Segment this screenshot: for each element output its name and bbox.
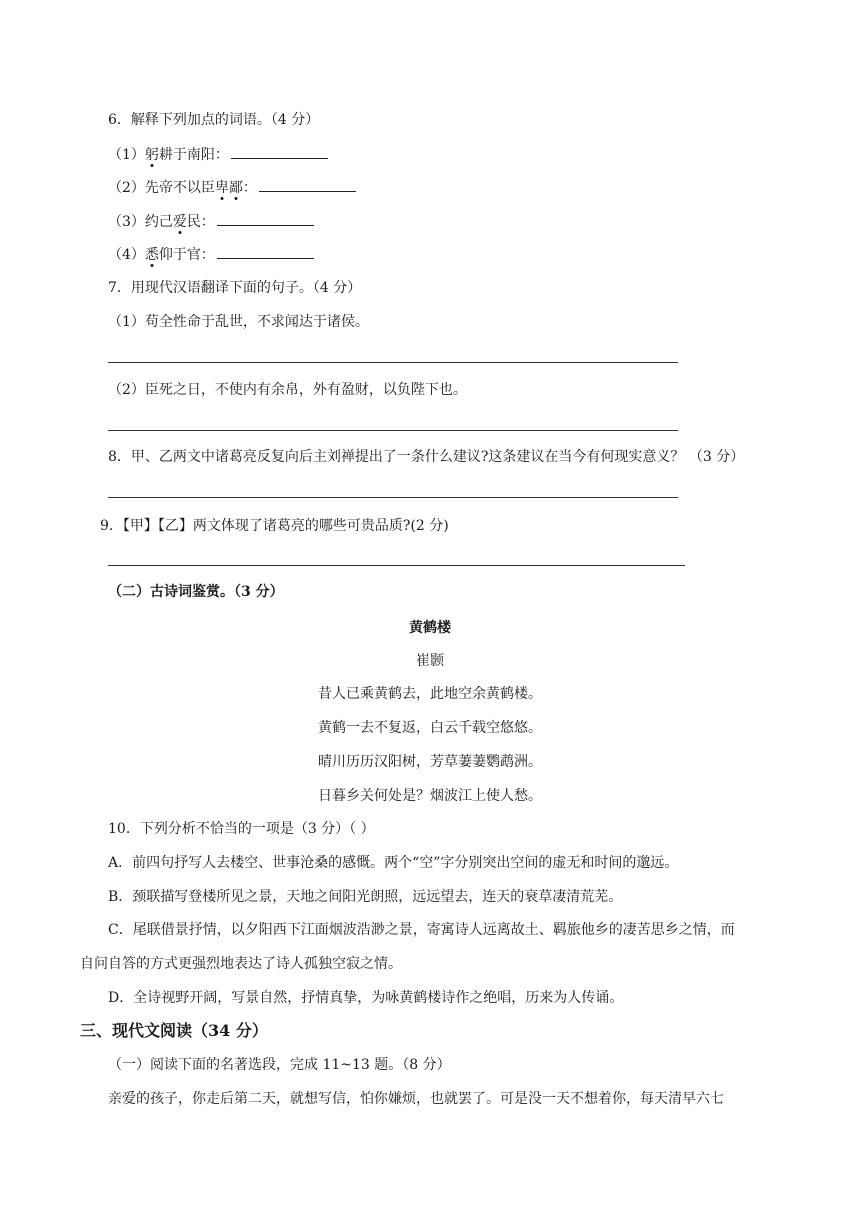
poem-line-1: 昔人已乘黄鹤去，此地空余黄鹤楼。 — [318, 686, 542, 702]
q10-option-b[interactable]: B．颈联描写登楼所见之景，天地之间阳光朗照，远远望去，连天的衰草凄清荒芜。 — [108, 889, 623, 905]
q7-sentence-2: （2）臣死之日，不使内有余帛，外有盈财，以负陛下也。 — [108, 382, 467, 398]
q6-item-4-dotted-word: 悉 — [144, 247, 159, 263]
poem-line-4: 日暮乡关何处是？烟波江上使人愁。 — [318, 788, 542, 804]
q6-item-1-pre: （1） — [108, 147, 145, 163]
q6-item-4 — [108, 244, 314, 265]
q6-item-2-dotted-word-1: 卑 — [214, 180, 229, 196]
q7-prompt: 7．用现代汉语翻译下面的句子。（4 分） — [108, 280, 362, 296]
q6-prompt: 6．解释下列加点的词语。（4 分） — [108, 112, 320, 128]
q6-item-2 — [108, 177, 356, 198]
q10-option-a[interactable]: A．前四句抒写人去楼空、世事沧桑的感慨。两个“空”字分别突出空间的虚无和时间的邈远。 — [108, 855, 679, 871]
q6-item-2-answer-blank[interactable] — [259, 177, 356, 192]
section-3-subheading: （一）阅读下面的名著选段，完成 11~13 题。（8 分） — [108, 1057, 451, 1073]
q10-option-d[interactable]: D．全诗视野开阔，写景自然，抒情真挚，为咏黄鹤楼诗作之绝唱，历来为人传诵。 — [108, 990, 624, 1006]
q8-prompt: 8．甲、乙两文中诸葛亮反复向后主刘禅提出了一条什么建议?这条建议在当今有何现实意义？ （3 分） — [108, 449, 745, 465]
q6-item-3-answer-blank[interactable] — [217, 211, 314, 226]
q7-answer-line-1[interactable] — [108, 362, 678, 363]
q6-item-3-pre: （3）约己 — [108, 214, 173, 230]
q6-item-4-post: 仰于官： — [158, 247, 215, 263]
q6-item-4-pre: （4） — [108, 247, 145, 263]
section-3-passage: 亲爱的孩子，你走后第二天，就想写信，怕你嫌烦，也就罢了。可是没一天不想着你，每天清早六七 — [108, 1091, 724, 1107]
section-3-heading: 三、现代文阅读（34 分） — [80, 1021, 268, 1040]
q10-option-c[interactable]: C．尾联借景抒情，以夕阳西下江面烟波浩渺之景，寄寓诗人远离故土、羁旅他乡的凄苦思乡之情，而 — [108, 922, 735, 938]
q6-item-4-answer-blank[interactable] — [217, 244, 314, 259]
q6-item-1-dotted-word: 躬 — [144, 147, 159, 163]
poem-line-2: 黄鹤一去不复返，白云千载空悠悠。 — [318, 720, 542, 736]
q7-answer-line-2[interactable] — [108, 430, 678, 431]
q6-item-3 — [108, 211, 314, 232]
q6-item-1-answer-blank[interactable] — [231, 144, 328, 159]
q8-answer-line[interactable] — [108, 497, 678, 498]
q7-sentence-1: （1）苟全性命于乱世，不求闻达于诸侯。 — [108, 314, 369, 330]
q6-item-2-pre: （2）先帝不以臣 — [108, 180, 215, 196]
poem-author: 崔颢 — [416, 653, 444, 669]
q10-option-c-continued: 自问自答的方式更强烈地表达了诗人孤独空寂之情。 — [80, 956, 402, 972]
q6-item-3-post: 民： — [186, 214, 215, 230]
q9-answer-line[interactable] — [108, 565, 685, 566]
poem-title: 黄鹤楼 — [409, 620, 451, 636]
q6-item-1 — [108, 144, 328, 165]
poem-line-3: 晴川历历汉阳树，芳草萋萋鹦鹉洲。 — [318, 754, 542, 770]
q6-item-3-dotted-word: 爱 — [172, 214, 187, 230]
poem-section-heading: （二）古诗词鉴赏。（3 分） — [108, 584, 284, 600]
q9-prompt: 9．【甲】【乙】两文体现了诸葛亮的哪些可贵品质?(2 分) — [100, 518, 449, 534]
q6-item-2-post: ： — [242, 180, 257, 196]
q6-item-1-post: 耕于南阳： — [158, 147, 229, 163]
q6-item-2-dotted-word-2: 鄙 — [228, 180, 243, 196]
q10-prompt: 10．下列分析不恰当的一项是（3 分）（ ） — [108, 821, 375, 837]
